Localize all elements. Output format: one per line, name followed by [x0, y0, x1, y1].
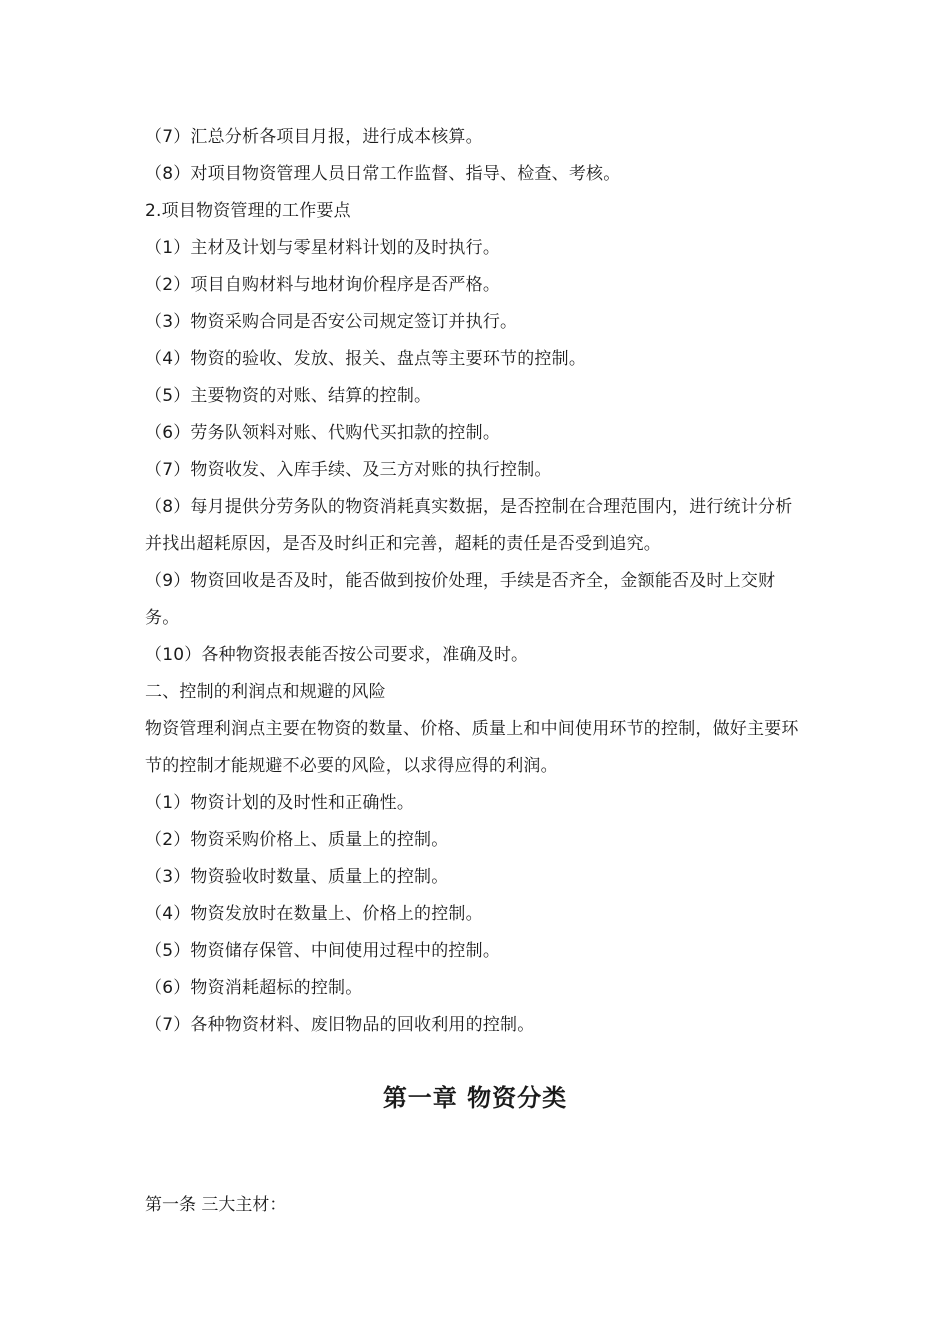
list-item: （9）物资回收是否及时，能否做到按价处理，手续是否齐全，金额能否及时上交财务。 — [145, 571, 776, 628]
body-paragraph: 物资管理利润点主要在物资的数量、价格、质量上和中间使用环节的控制，做好主要环节的控制才能规避不必要的风险，以求得应得的利润。 — [145, 719, 799, 776]
list-item: （4）物资发放时在数量上、价格上的控制。 — [145, 904, 483, 924]
list-item: （8）对项目物资管理人员日常工作监督、指导、检查、考核。 — [145, 164, 621, 184]
article-heading: 第一条 三大主材： — [145, 1195, 287, 1215]
list-item: （3）物资采购合同是否安公司规定签订并执行。 — [145, 312, 518, 332]
list-item: （10）各种物资报表能否按公司要求，准确及时。 — [145, 645, 529, 665]
list-item: （7）物资收发、入库手续、及三方对账的执行控制。 — [145, 460, 552, 480]
chapter-title: 第一章 物资分类 — [382, 1084, 568, 1112]
list-item: （6）物资消耗超标的控制。 — [145, 978, 363, 998]
list-item: （8）每月提供分劳务队的物资消耗真实数据，是否控制在合理范围内，进行统计分析并找出超耗原因，是否及时纠正和完善，超耗的责任是否受到追究。 — [145, 497, 793, 554]
list-item: （5）主要物资的对账、结算的控制。 — [145, 386, 432, 406]
list-item: （3）物资验收时数量、质量上的控制。 — [145, 867, 449, 887]
section-heading: 2.项目物资管理的工作要点 — [145, 201, 351, 221]
list-item: （1）物资计划的及时性和正确性。 — [145, 793, 415, 813]
list-item: （1）主材及计划与零星材料计划的及时执行。 — [145, 238, 501, 258]
list-item: （7）各种物资材料、废旧物品的回收利用的控制。 — [145, 1015, 535, 1035]
list-item: （2）物资采购价格上、质量上的控制。 — [145, 830, 449, 850]
list-item: （6）劳务队领料对账、代购代买扣款的控制。 — [145, 423, 501, 443]
list-item: （4）物资的验收、发放、报关、盘点等主要环节的控制。 — [145, 349, 587, 369]
section-heading: 二、控制的利润点和规避的风险 — [145, 682, 386, 702]
list-item: （5）物资储存保管、中间使用过程中的控制。 — [145, 941, 501, 961]
list-item: （2）项目自购材料与地材询价程序是否严格。 — [145, 275, 501, 295]
list-item: （7）汇总分析各项目月报，进行成本核算。 — [145, 127, 483, 147]
